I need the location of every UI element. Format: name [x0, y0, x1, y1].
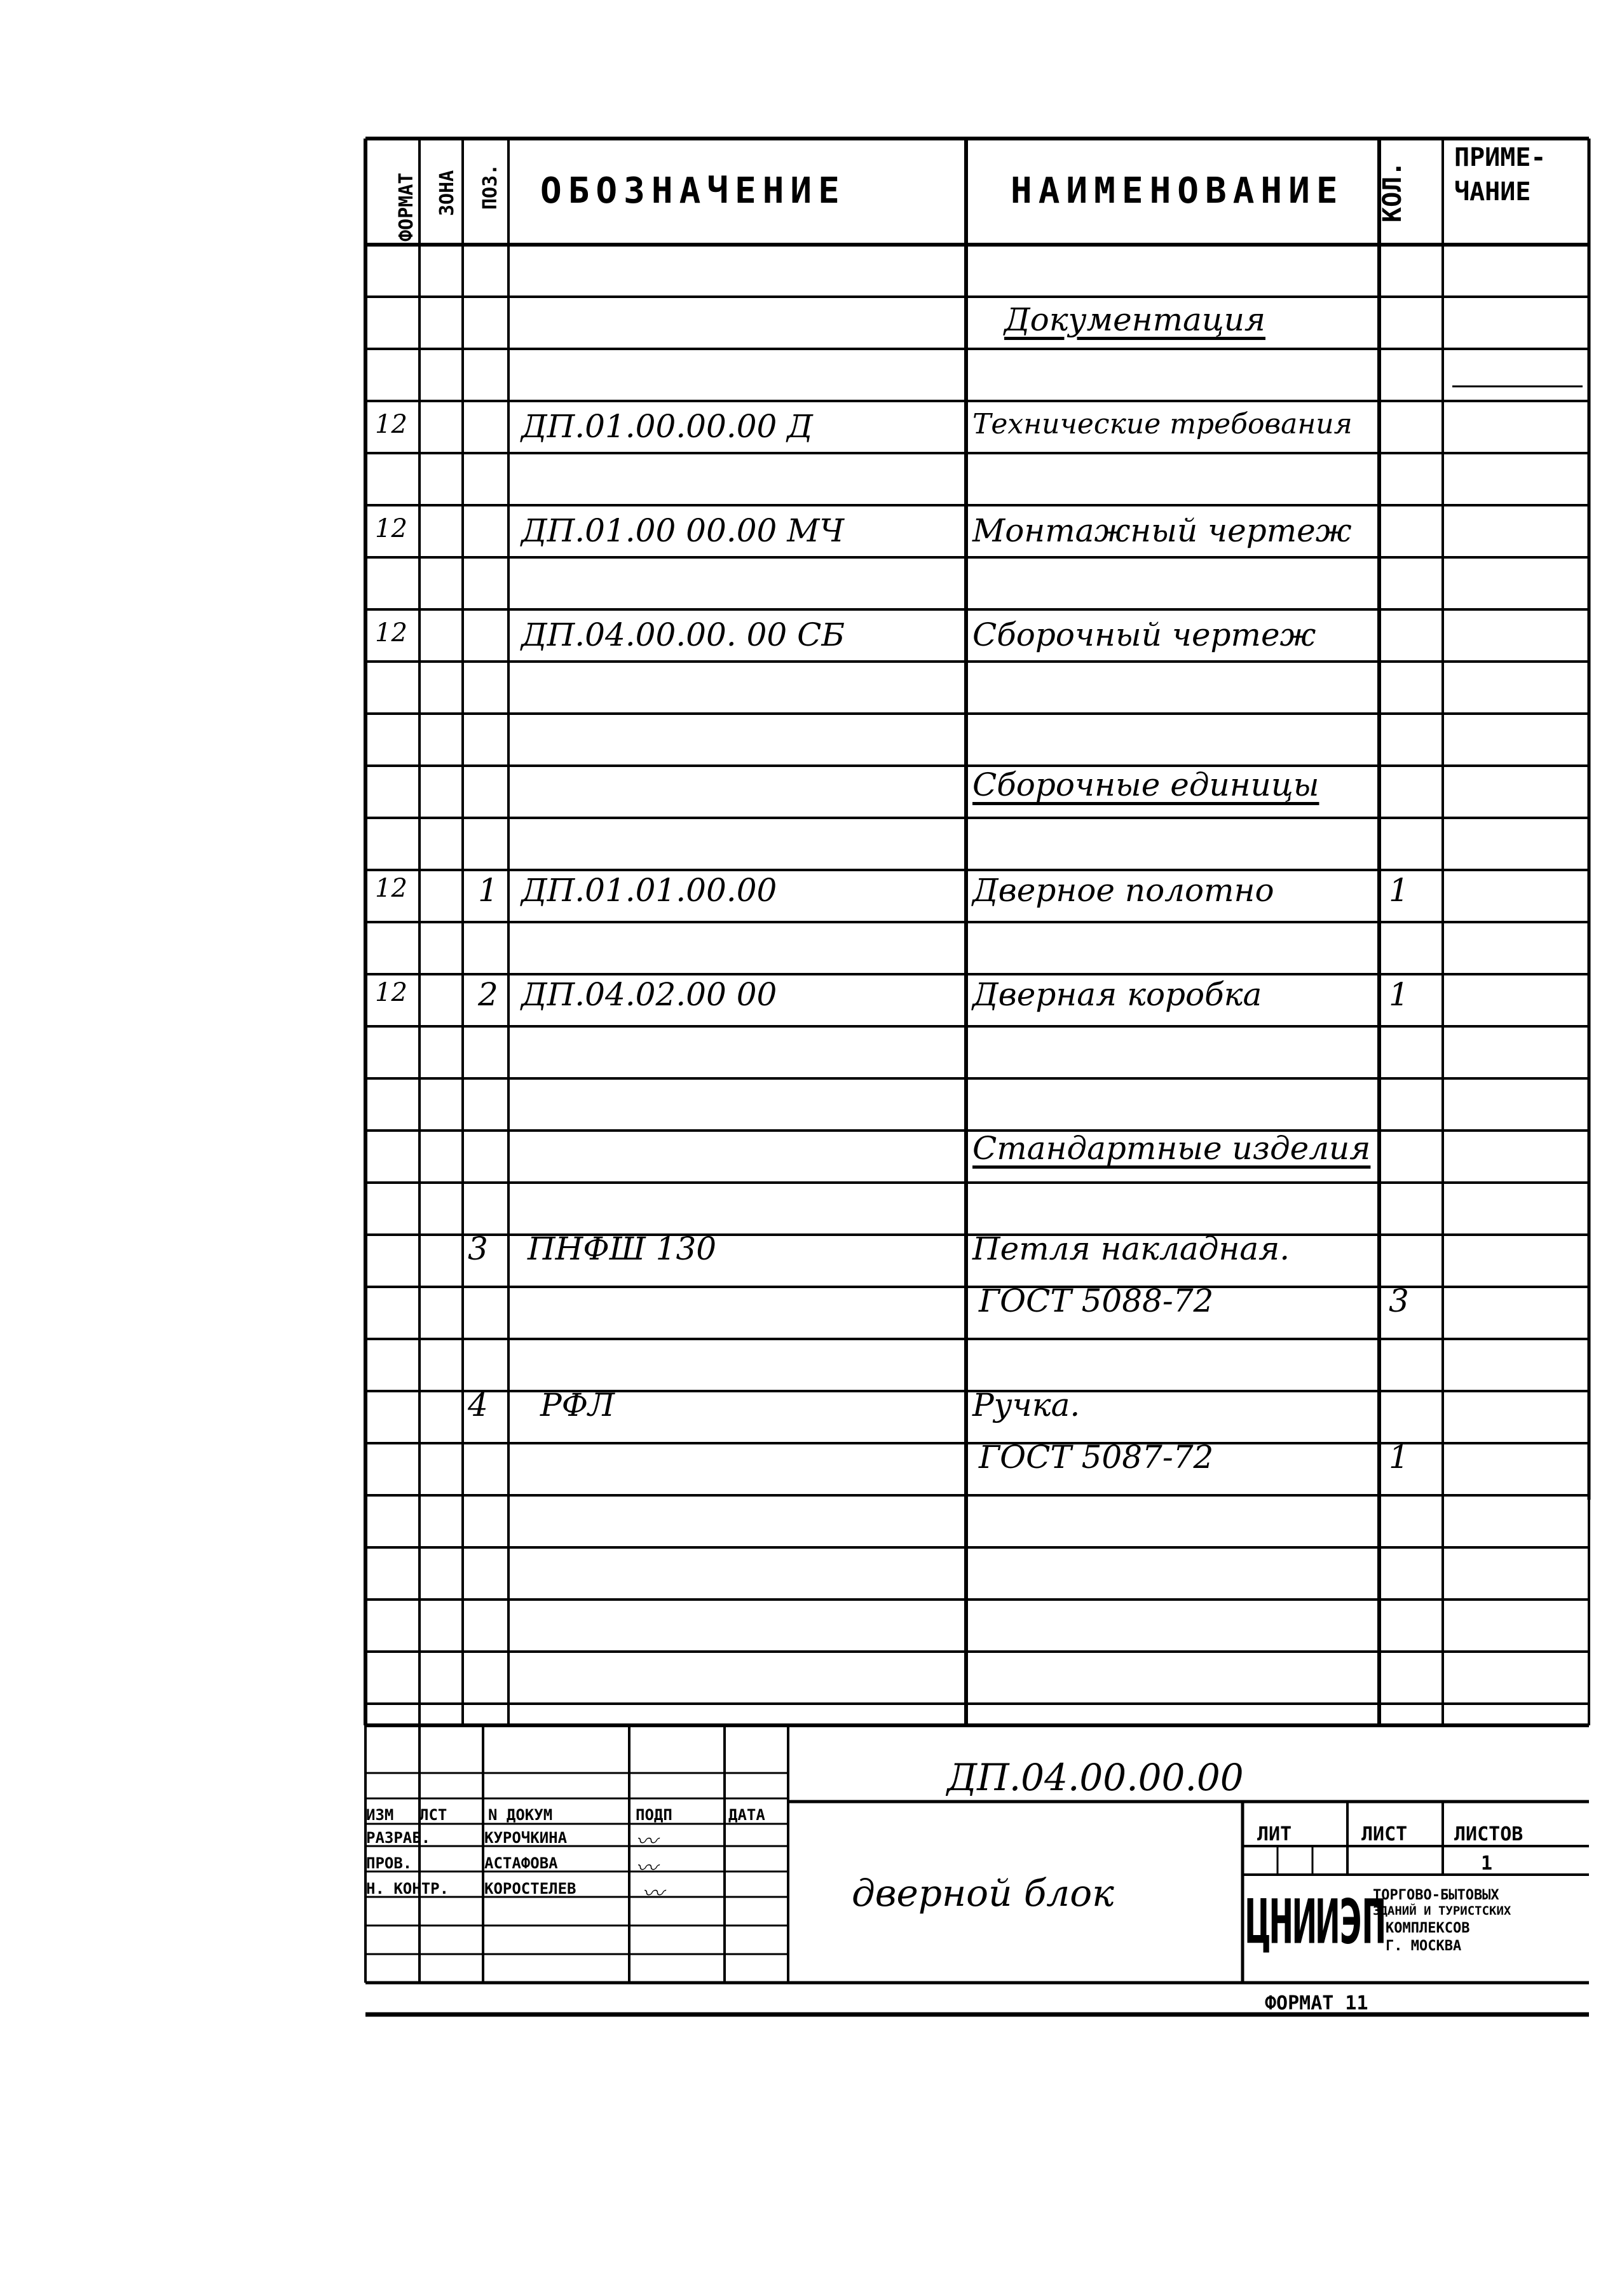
row-qty: 1	[1389, 1439, 1409, 1476]
header-name: НАИМЕНОВАНИЕ	[1011, 170, 1344, 212]
signature-prov: 〰	[636, 1856, 657, 1881]
row-qty: 1	[1389, 976, 1409, 1013]
row-format: 12	[375, 410, 407, 439]
row-position: 3	[468, 1230, 488, 1267]
row-format: 12	[375, 618, 407, 648]
list-label: ЛИСТ	[1361, 1823, 1408, 1845]
row-name: ГОСТ 5088-72	[979, 1282, 1214, 1319]
row-name: ГОСТ 5087-72	[979, 1439, 1214, 1476]
product-name: дверной блок	[852, 1871, 1114, 1915]
row-designation: ДП.01.01.00.00	[521, 872, 777, 909]
org-line-2: ЗДАНИЙ И ТУРИСТСКИХ	[1373, 1904, 1511, 1918]
org-logo: ЦНИИЭП	[1246, 1887, 1386, 1959]
signature-razrab: 〰	[636, 1829, 657, 1854]
header-format: ФОРМАТ	[395, 172, 418, 241]
role-prov: ПРОВ.	[366, 1854, 412, 1872]
row-designation: РФЛ	[540, 1387, 615, 1423]
row-name: Сборочный чертеж	[972, 616, 1316, 653]
row-designation: ПНФШ 130	[528, 1230, 717, 1267]
row-qty: 3	[1389, 1282, 1409, 1319]
col-ndokum: N ДОКУМ	[488, 1806, 553, 1824]
row-designation: ДП.01.00.00.00 Д	[521, 408, 813, 445]
col-podp: ПОДП	[636, 1806, 672, 1824]
name-razrab: КУРОЧКИНА	[484, 1829, 568, 1847]
role-nkontr: Н. КОНТР.	[366, 1880, 449, 1898]
header-designation: ОБОЗНАЧЕНИЕ	[540, 170, 846, 212]
row-name: Дверное полотно	[972, 872, 1274, 909]
row-designation: ДП.01.00 00.00 МЧ	[521, 512, 845, 549]
role-razrab: РАЗРАБ.	[366, 1829, 431, 1847]
name-prov: АСТАФОВА	[484, 1854, 558, 1872]
org-line-4: Г. МОСКВА	[1386, 1938, 1462, 1954]
row-format: 12	[375, 978, 407, 1007]
section-standard-items: Стандартные изделия	[972, 1130, 1371, 1167]
name-nkontr: КОРОСТЕЛЕВ	[484, 1880, 576, 1898]
row-designation: ДП.04.02.00 00	[521, 976, 777, 1013]
row-designation: ДП.04.00.00. 00 СБ	[521, 616, 845, 653]
row-name: Ручка.	[972, 1387, 1080, 1423]
document-number: ДП.04.00.00.00	[947, 1756, 1244, 1799]
section-documentation: Документация	[1004, 301, 1266, 338]
lit-label: ЛИТ	[1257, 1823, 1292, 1845]
header-note-2: ЧАНИЕ	[1454, 177, 1531, 207]
org-line-1: ТОРГОВО-БЫТОВЫХ	[1373, 1887, 1499, 1903]
row-position: 2	[478, 976, 498, 1013]
row-qty: 1	[1389, 872, 1409, 909]
row-name: Дверная коробка	[972, 976, 1262, 1013]
listov-value: 1	[1481, 1852, 1493, 1875]
listov-label: ЛИСТОВ	[1454, 1823, 1523, 1845]
row-position: 4	[468, 1387, 488, 1423]
row-name: Петля накладная.	[972, 1230, 1290, 1267]
col-izm: ИЗМ	[366, 1806, 394, 1824]
row-name: Технические требования	[972, 408, 1353, 440]
header-poz: ПОЗ.	[479, 163, 501, 210]
header-qty: КОЛ.	[1378, 161, 1407, 222]
section-assembly-units: Сборочные единицы	[972, 766, 1319, 803]
org-line-3: КОМПЛЕКСОВ	[1386, 1920, 1470, 1936]
row-format: 12	[375, 514, 407, 543]
row-format: 12	[375, 874, 407, 903]
col-data: ДАТА	[728, 1806, 765, 1824]
header-zona: ЗОНА	[436, 170, 458, 216]
col-list: ЛСТ	[419, 1806, 447, 1824]
format-label: ФОРМАТ 11	[1265, 1992, 1368, 2014]
signature-nkontr: 〰	[642, 1881, 664, 1906]
row-position: 1	[478, 872, 498, 909]
row-name: Монтажный чертеж	[972, 512, 1352, 549]
header-note-1: ПРИМЕ-	[1454, 143, 1546, 172]
